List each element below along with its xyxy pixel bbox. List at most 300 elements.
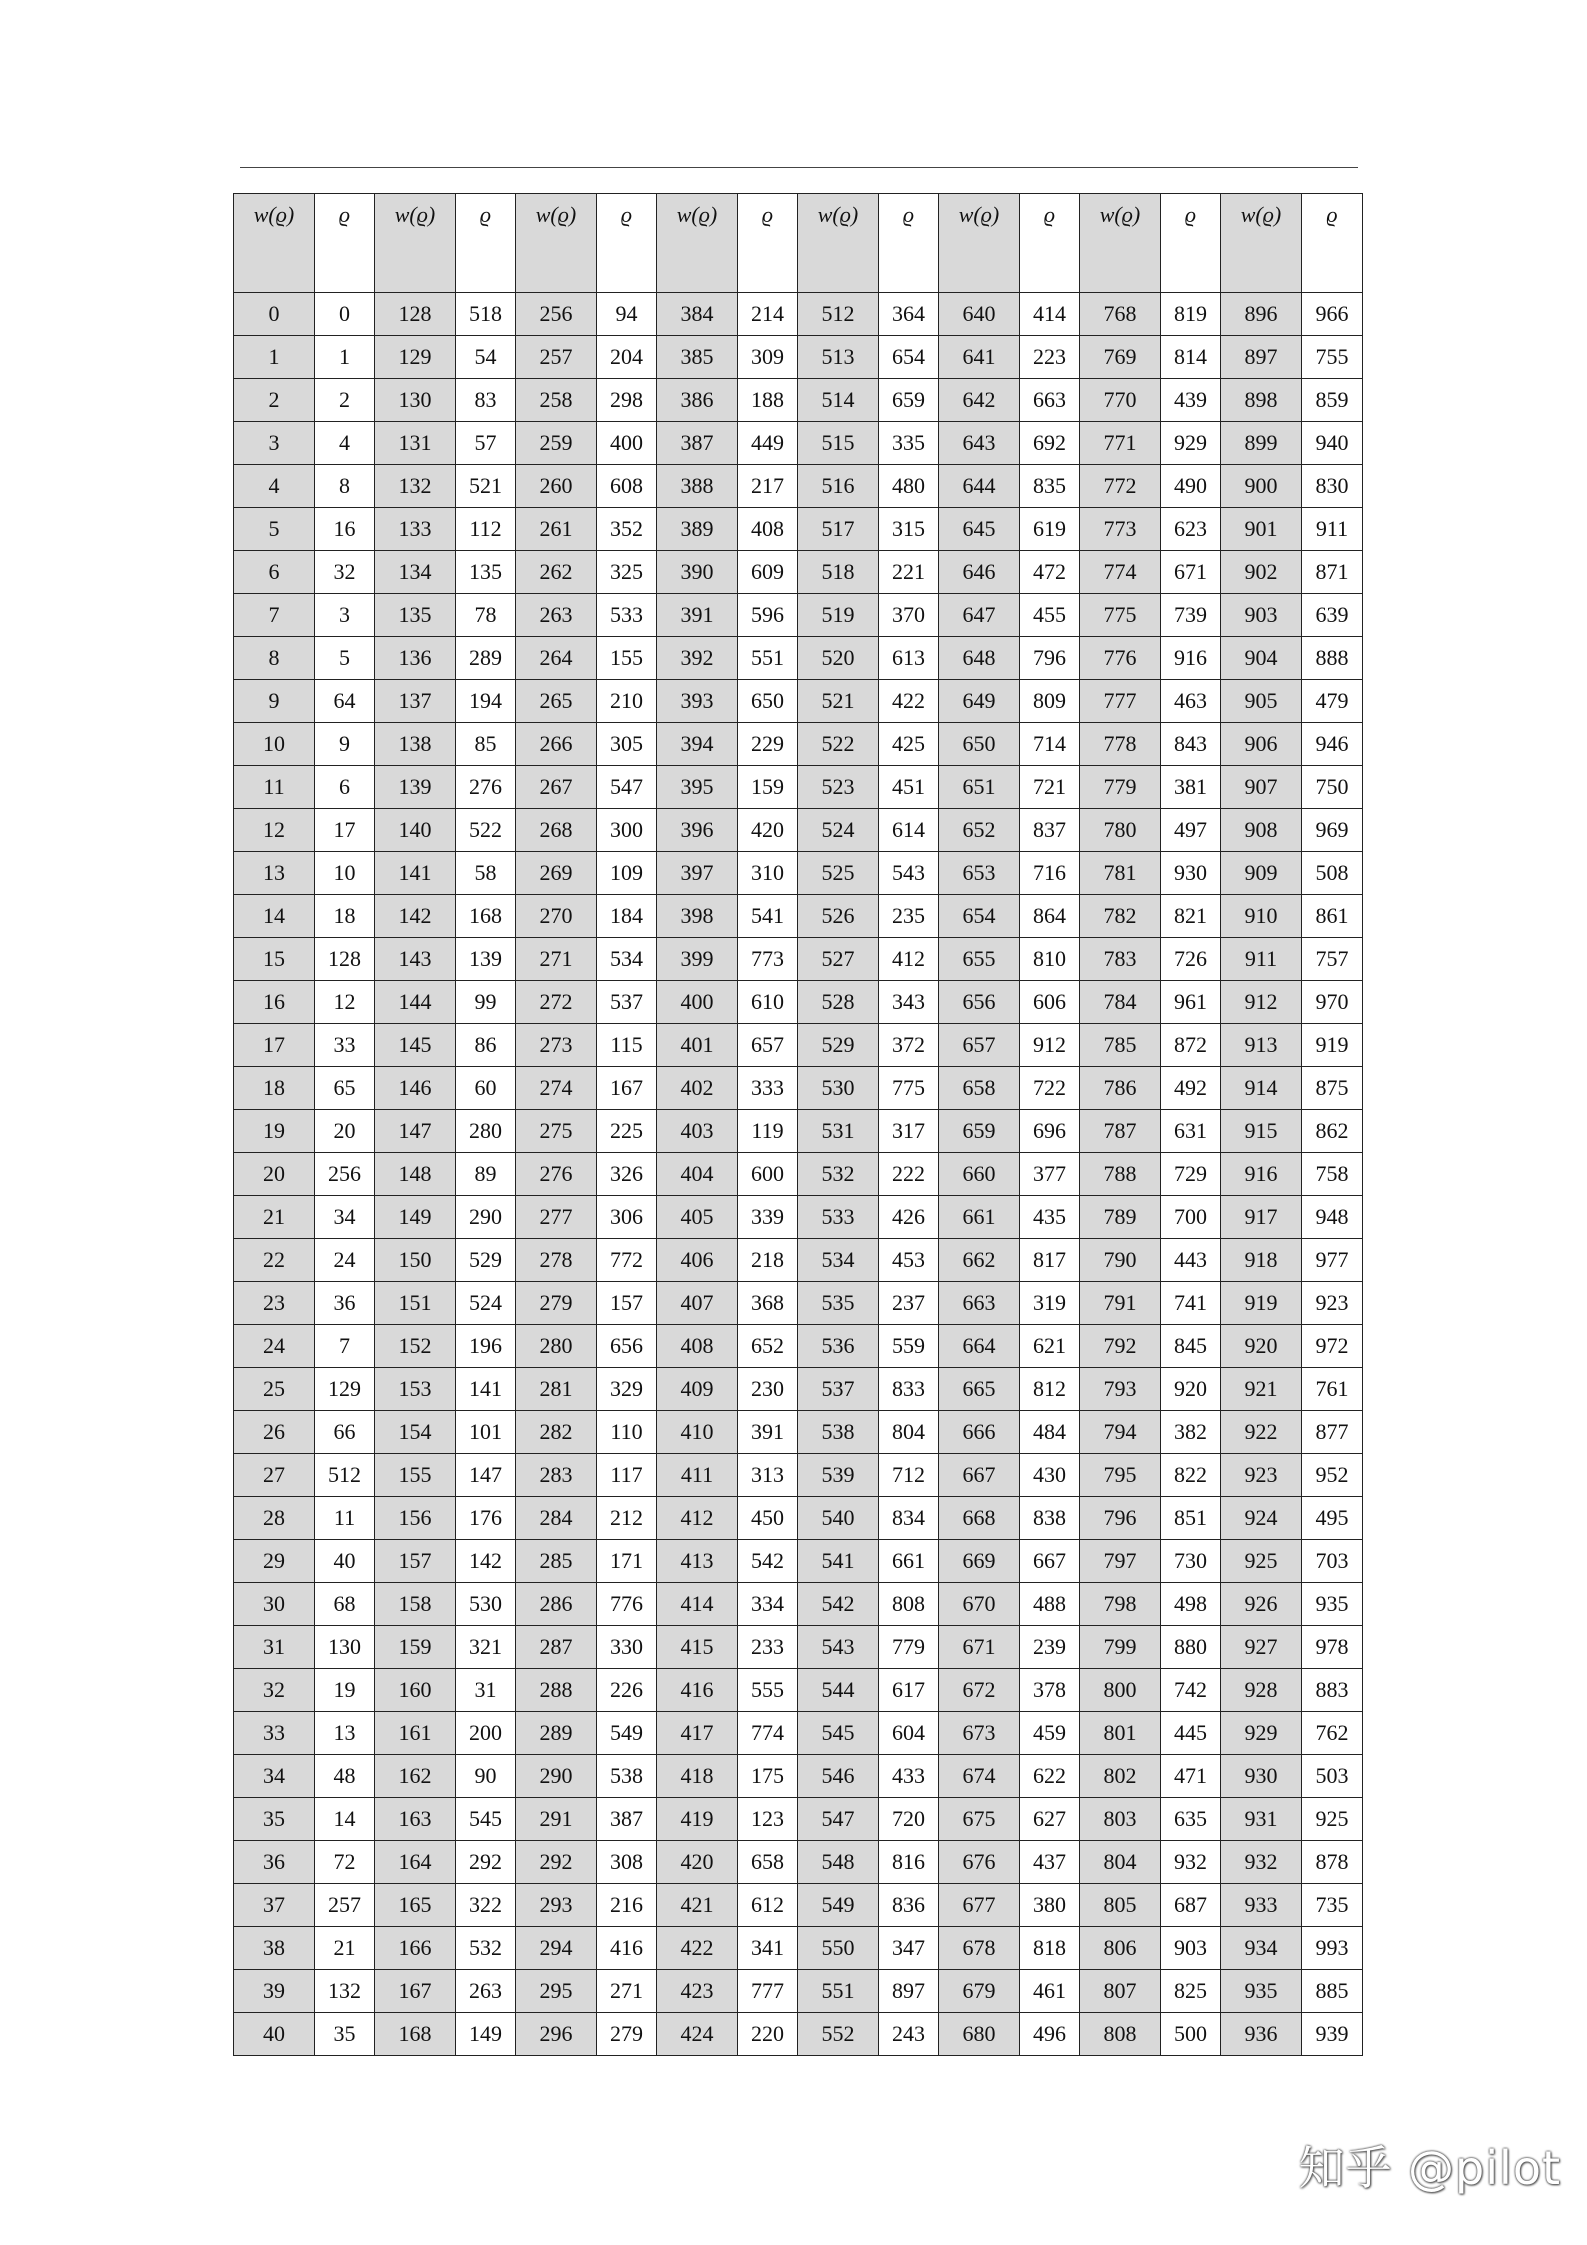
- weight-cell: 522: [798, 723, 879, 766]
- weight-cell: 652: [939, 809, 1020, 852]
- table-row: [234, 1411, 1363, 1454]
- weight-cell: 407: [657, 1282, 738, 1325]
- weight-cell: 11: [234, 766, 315, 809]
- weight-cell: 514: [798, 379, 879, 422]
- weight-cell: 805: [1080, 1884, 1161, 1927]
- index-cell: 132: [315, 1970, 375, 2013]
- weight-cell: 271: [516, 938, 597, 981]
- weight-cell: 31: [234, 1626, 315, 1669]
- index-cell: 623: [1161, 508, 1221, 551]
- index-cell: 420: [738, 809, 798, 852]
- index-cell: 755: [1302, 336, 1363, 379]
- table-row: [234, 1153, 1363, 1196]
- weight-cell: 917: [1221, 1196, 1302, 1239]
- table-row: [234, 1024, 1363, 1067]
- index-cell: 225: [597, 1110, 657, 1153]
- table-row: [234, 1755, 1363, 1798]
- index-cell: 48: [315, 1755, 375, 1798]
- index-cell: 508: [1302, 852, 1363, 895]
- weight-cell: 30: [234, 1583, 315, 1626]
- index-cell: 416: [597, 1927, 657, 1970]
- index-cell: 939: [1302, 2013, 1363, 2056]
- index-cell: 317: [879, 1110, 939, 1153]
- index-cell: 68: [315, 1583, 375, 1626]
- weight-cell: 148: [375, 1153, 456, 1196]
- weight-cell: 130: [375, 379, 456, 422]
- weight-cell: 531: [798, 1110, 879, 1153]
- index-cell: 739: [1161, 594, 1221, 637]
- index-cell: 1: [315, 336, 375, 379]
- index-cell: 57: [456, 422, 516, 465]
- weight-cell: 546: [798, 1755, 879, 1798]
- weight-cell: 18: [234, 1067, 315, 1110]
- index-cell: 543: [879, 852, 939, 895]
- index-cell: 700: [1161, 1196, 1221, 1239]
- weight-cell: 152: [375, 1325, 456, 1368]
- weight-cell: 276: [516, 1153, 597, 1196]
- weight-cell: 664: [939, 1325, 1020, 1368]
- index-cell: 819: [1161, 293, 1221, 336]
- index-cell: 289: [456, 637, 516, 680]
- index-cell: 534: [597, 938, 657, 981]
- header-index: ϱ: [738, 194, 798, 293]
- header-weight: w(ϱ): [516, 194, 597, 293]
- weight-cell: 143: [375, 938, 456, 981]
- index-cell: 188: [738, 379, 798, 422]
- weight-cell: 269: [516, 852, 597, 895]
- weight-cell: 0: [234, 293, 315, 336]
- index-cell: 897: [879, 1970, 939, 2013]
- weight-cell: 387: [657, 422, 738, 465]
- weight-cell: 537: [798, 1368, 879, 1411]
- index-cell: 773: [738, 938, 798, 981]
- weight-cell: 280: [516, 1325, 597, 1368]
- header-index: ϱ: [1161, 194, 1221, 293]
- weight-cell: 293: [516, 1884, 597, 1927]
- weight-cell: 261: [516, 508, 597, 551]
- weight-cell: 157: [375, 1540, 456, 1583]
- weight-cell: 912: [1221, 981, 1302, 1024]
- index-cell: 480: [879, 465, 939, 508]
- index-cell: 497: [1161, 809, 1221, 852]
- weight-cell: 666: [939, 1411, 1020, 1454]
- weight-cell: 146: [375, 1067, 456, 1110]
- table-row: [234, 1884, 1363, 1927]
- index-cell: 135: [456, 551, 516, 594]
- index-cell: 220: [738, 2013, 798, 2056]
- weight-cell: 384: [657, 293, 738, 336]
- weight-cell: 659: [939, 1110, 1020, 1153]
- index-cell: 730: [1161, 1540, 1221, 1583]
- index-cell: 0: [315, 293, 375, 336]
- index-cell: 221: [879, 551, 939, 594]
- weight-cell: 526: [798, 895, 879, 938]
- index-cell: 635: [1161, 1798, 1221, 1841]
- weight-cell: 661: [939, 1196, 1020, 1239]
- index-cell: 36: [315, 1282, 375, 1325]
- index-cell: 816: [879, 1841, 939, 1884]
- index-cell: 175: [738, 1755, 798, 1798]
- index-cell: 843: [1161, 723, 1221, 766]
- weight-cell: 136: [375, 637, 456, 680]
- weight-cell: 787: [1080, 1110, 1161, 1153]
- weight-cell: 901: [1221, 508, 1302, 551]
- index-cell: 916: [1161, 637, 1221, 680]
- index-cell: 479: [1302, 680, 1363, 723]
- weight-cell: 412: [657, 1497, 738, 1540]
- index-cell: 378: [1020, 1669, 1080, 1712]
- table-row: [234, 938, 1363, 981]
- weight-cell: 256: [516, 293, 597, 336]
- index-cell: 617: [879, 1669, 939, 1712]
- index-cell: 167: [597, 1067, 657, 1110]
- weight-cell: 653: [939, 852, 1020, 895]
- index-cell: 529: [456, 1239, 516, 1282]
- index-cell: 822: [1161, 1454, 1221, 1497]
- index-cell: 433: [879, 1755, 939, 1798]
- weight-cell: 529: [798, 1024, 879, 1067]
- weight-cell: 424: [657, 2013, 738, 2056]
- index-cell: 364: [879, 293, 939, 336]
- index-cell: 171: [597, 1540, 657, 1583]
- index-cell: 382: [1161, 1411, 1221, 1454]
- header-weight: w(ϱ): [234, 194, 315, 293]
- index-cell: 5: [315, 637, 375, 680]
- weight-cell: 644: [939, 465, 1020, 508]
- index-cell: 821: [1161, 895, 1221, 938]
- weight-cell: 646: [939, 551, 1020, 594]
- weight-cell: 138: [375, 723, 456, 766]
- index-cell: 741: [1161, 1282, 1221, 1325]
- weight-cell: 29: [234, 1540, 315, 1583]
- weight-cell: 673: [939, 1712, 1020, 1755]
- weight-cell: 258: [516, 379, 597, 422]
- table-row: [234, 379, 1363, 422]
- weight-cell: 779: [1080, 766, 1161, 809]
- table-row: [234, 1325, 1363, 1368]
- table-row: [234, 981, 1363, 1024]
- weight-cell: 163: [375, 1798, 456, 1841]
- index-cell: 451: [879, 766, 939, 809]
- index-cell: 555: [738, 1669, 798, 1712]
- weight-cell: 774: [1080, 551, 1161, 594]
- index-cell: 830: [1302, 465, 1363, 508]
- top-rule: [240, 167, 1358, 168]
- table-row: [234, 1239, 1363, 1282]
- index-cell: 315: [879, 508, 939, 551]
- weight-cell: 921: [1221, 1368, 1302, 1411]
- weight-cell: 22: [234, 1239, 315, 1282]
- index-cell: 12: [315, 981, 375, 1024]
- weight-cell: 405: [657, 1196, 738, 1239]
- weight-cell: 38: [234, 1927, 315, 1970]
- index-cell: 239: [1020, 1626, 1080, 1669]
- index-cell: 443: [1161, 1239, 1221, 1282]
- weight-cell: 899: [1221, 422, 1302, 465]
- index-cell: 772: [597, 1239, 657, 1282]
- index-cell: 35: [315, 2013, 375, 2056]
- index-cell: 777: [738, 1970, 798, 2013]
- weight-cell: 281: [516, 1368, 597, 1411]
- index-cell: 657: [738, 1024, 798, 1067]
- index-cell: 500: [1161, 2013, 1221, 2056]
- weight-cell: 662: [939, 1239, 1020, 1282]
- index-cell: 750: [1302, 766, 1363, 809]
- index-cell: 157: [597, 1282, 657, 1325]
- weight-cell: 268: [516, 809, 597, 852]
- index-cell: 530: [456, 1583, 516, 1626]
- index-cell: 243: [879, 2013, 939, 2056]
- index-cell: 661: [879, 1540, 939, 1583]
- index-cell: 343: [879, 981, 939, 1024]
- index-cell: 919: [1302, 1024, 1363, 1067]
- weight-cell: 286: [516, 1583, 597, 1626]
- weight-cell: 647: [939, 594, 1020, 637]
- index-cell: 609: [738, 551, 798, 594]
- weight-cell: 264: [516, 637, 597, 680]
- index-cell: 130: [315, 1626, 375, 1669]
- index-cell: 217: [738, 465, 798, 508]
- weight-cell: 780: [1080, 809, 1161, 852]
- index-cell: 671: [1161, 551, 1221, 594]
- weight-cell: 266: [516, 723, 597, 766]
- index-cell: 339: [738, 1196, 798, 1239]
- index-cell: 19: [315, 1669, 375, 1712]
- index-cell: 812: [1020, 1368, 1080, 1411]
- weight-cell: 416: [657, 1669, 738, 1712]
- weight-cell: 651: [939, 766, 1020, 809]
- index-cell: 604: [879, 1712, 939, 1755]
- index-cell: 279: [597, 2013, 657, 2056]
- weight-cell: 533: [798, 1196, 879, 1239]
- index-cell: 993: [1302, 1927, 1363, 1970]
- weight-cell: 794: [1080, 1411, 1161, 1454]
- weight-cell: 168: [375, 2013, 456, 2056]
- index-cell: 825: [1161, 1970, 1221, 2013]
- weight-cell: 650: [939, 723, 1020, 766]
- weight-cell: 668: [939, 1497, 1020, 1540]
- weight-cell: 655: [939, 938, 1020, 981]
- weight-cell: 142: [375, 895, 456, 938]
- index-cell: 128: [315, 938, 375, 981]
- index-cell: 319: [1020, 1282, 1080, 1325]
- weight-cell: 400: [657, 981, 738, 1024]
- index-cell: 977: [1302, 1239, 1363, 1282]
- weight-cell: 3: [234, 422, 315, 465]
- index-cell: 779: [879, 1626, 939, 1669]
- weight-cell: 648: [939, 637, 1020, 680]
- index-cell: 851: [1161, 1497, 1221, 1540]
- index-cell: 65: [315, 1067, 375, 1110]
- weight-cell: 789: [1080, 1196, 1161, 1239]
- weight-cell: 277: [516, 1196, 597, 1239]
- weight-cell: 401: [657, 1024, 738, 1067]
- weight-cell: 808: [1080, 2013, 1161, 2056]
- weight-cell: 167: [375, 1970, 456, 2013]
- table-row: [234, 594, 1363, 637]
- weight-cell: 545: [798, 1712, 879, 1755]
- weight-cell: 129: [375, 336, 456, 379]
- index-cell: 461: [1020, 1970, 1080, 2013]
- weight-cell: 925: [1221, 1540, 1302, 1583]
- index-cell: 809: [1020, 680, 1080, 723]
- index-cell: 437: [1020, 1841, 1080, 1884]
- index-cell: 757: [1302, 938, 1363, 981]
- index-cell: 496: [1020, 2013, 1080, 2056]
- index-cell: 929: [1161, 422, 1221, 465]
- weight-cell: 783: [1080, 938, 1161, 981]
- weight-cell: 408: [657, 1325, 738, 1368]
- weight-cell: 144: [375, 981, 456, 1024]
- weight-cell: 147: [375, 1110, 456, 1153]
- index-cell: 726: [1161, 938, 1221, 981]
- weight-cell: 776: [1080, 637, 1161, 680]
- index-cell: 551: [738, 637, 798, 680]
- weight-cell: 936: [1221, 2013, 1302, 2056]
- index-cell: 66: [315, 1411, 375, 1454]
- weight-cell: 404: [657, 1153, 738, 1196]
- index-cell: 776: [597, 1583, 657, 1626]
- weight-cell: 394: [657, 723, 738, 766]
- weight-cell: 923: [1221, 1454, 1302, 1497]
- index-cell: 313: [738, 1454, 798, 1497]
- index-cell: 721: [1020, 766, 1080, 809]
- table-row: [234, 895, 1363, 938]
- index-cell: 925: [1302, 1798, 1363, 1841]
- index-cell: 335: [879, 422, 939, 465]
- header-index: ϱ: [597, 194, 657, 293]
- index-cell: 606: [1020, 981, 1080, 1024]
- index-cell: 40: [315, 1540, 375, 1583]
- weight-cell: 911: [1221, 938, 1302, 981]
- index-cell: 903: [1161, 1927, 1221, 1970]
- index-cell: 226: [597, 1669, 657, 1712]
- weight-cell: 538: [798, 1411, 879, 1454]
- weight-cell: 9: [234, 680, 315, 723]
- index-cell: 368: [738, 1282, 798, 1325]
- weight-cell: 542: [798, 1583, 879, 1626]
- weight-cell: 141: [375, 852, 456, 895]
- table-row: [234, 680, 1363, 723]
- index-cell: 3: [315, 594, 375, 637]
- table-row: [234, 1970, 1363, 2013]
- weight-cell: 536: [798, 1325, 879, 1368]
- index-cell: 522: [456, 809, 516, 852]
- table-row: [234, 1583, 1363, 1626]
- weight-cell: 781: [1080, 852, 1161, 895]
- weight-cell: 656: [939, 981, 1020, 1024]
- weight-cell: 135: [375, 594, 456, 637]
- index-cell: 471: [1161, 1755, 1221, 1798]
- index-cell: 533: [597, 594, 657, 637]
- index-cell: 212: [597, 1497, 657, 1540]
- weight-cell: 924: [1221, 1497, 1302, 1540]
- index-cell: 325: [597, 551, 657, 594]
- index-cell: 223: [1020, 336, 1080, 379]
- weight-cell: 796: [1080, 1497, 1161, 1540]
- index-cell: 216: [597, 1884, 657, 1927]
- index-cell: 518: [456, 293, 516, 336]
- weight-cell: 919: [1221, 1282, 1302, 1325]
- weight-cell: 156: [375, 1497, 456, 1540]
- table-row: [234, 422, 1363, 465]
- weight-cell: 283: [516, 1454, 597, 1497]
- weight-cell: 39: [234, 1970, 315, 2013]
- weight-cell: 799: [1080, 1626, 1161, 1669]
- index-cell: 492: [1161, 1067, 1221, 1110]
- weight-cell: 411: [657, 1454, 738, 1497]
- weight-cell: 679: [939, 1970, 1020, 2013]
- index-cell: 503: [1302, 1755, 1363, 1798]
- index-cell: 229: [738, 723, 798, 766]
- weight-cell: 667: [939, 1454, 1020, 1497]
- index-cell: 608: [597, 465, 657, 508]
- weight-cell: 548: [798, 1841, 879, 1884]
- weight-cell: 772: [1080, 465, 1161, 508]
- weight-cell: 395: [657, 766, 738, 809]
- table-row: [234, 1454, 1363, 1497]
- weight-cell: 929: [1221, 1712, 1302, 1755]
- weight-cell: 802: [1080, 1755, 1161, 1798]
- weight-cell: 541: [798, 1540, 879, 1583]
- header-index: ϱ: [879, 194, 939, 293]
- index-cell: 439: [1161, 379, 1221, 422]
- index-cell: 306: [597, 1196, 657, 1239]
- weight-cell: 897: [1221, 336, 1302, 379]
- index-cell: 352: [597, 508, 657, 551]
- weight-cell: 792: [1080, 1325, 1161, 1368]
- index-cell: 762: [1302, 1712, 1363, 1755]
- table-row: [234, 1669, 1363, 1712]
- table-row: [234, 1497, 1363, 1540]
- weight-cell: 771: [1080, 422, 1161, 465]
- weight-cell: 40: [234, 2013, 315, 2056]
- weight-cell: 539: [798, 1454, 879, 1497]
- weight-cell: 423: [657, 1970, 738, 2013]
- index-cell: 631: [1161, 1110, 1221, 1153]
- index-cell: 542: [738, 1540, 798, 1583]
- index-cell: 537: [597, 981, 657, 1024]
- weight-cell: 790: [1080, 1239, 1161, 1282]
- index-cell: 716: [1020, 852, 1080, 895]
- weight-cell: 913: [1221, 1024, 1302, 1067]
- table-row: [234, 637, 1363, 680]
- weight-cell: 934: [1221, 1927, 1302, 1970]
- index-cell: 940: [1302, 422, 1363, 465]
- index-cell: 663: [1020, 379, 1080, 422]
- weight-cell: 903: [1221, 594, 1302, 637]
- weight-cell: 257: [516, 336, 597, 379]
- index-cell: 89: [456, 1153, 516, 1196]
- index-cell: 449: [738, 422, 798, 465]
- index-cell: 883: [1302, 1669, 1363, 1712]
- weight-cell: 678: [939, 1927, 1020, 1970]
- index-cell: 911: [1302, 508, 1363, 551]
- weight-cell: 795: [1080, 1454, 1161, 1497]
- index-cell: 920: [1161, 1368, 1221, 1411]
- table-row: [234, 1282, 1363, 1325]
- weight-cell: 35: [234, 1798, 315, 1841]
- index-cell: 139: [456, 938, 516, 981]
- index-cell: 322: [456, 1884, 516, 1927]
- index-cell: 119: [738, 1110, 798, 1153]
- index-cell: 932: [1161, 1841, 1221, 1884]
- weight-cell: 663: [939, 1282, 1020, 1325]
- index-cell: 321: [456, 1626, 516, 1669]
- table-row: [234, 336, 1363, 379]
- weight-cell: 930: [1221, 1755, 1302, 1798]
- weight-cell: 267: [516, 766, 597, 809]
